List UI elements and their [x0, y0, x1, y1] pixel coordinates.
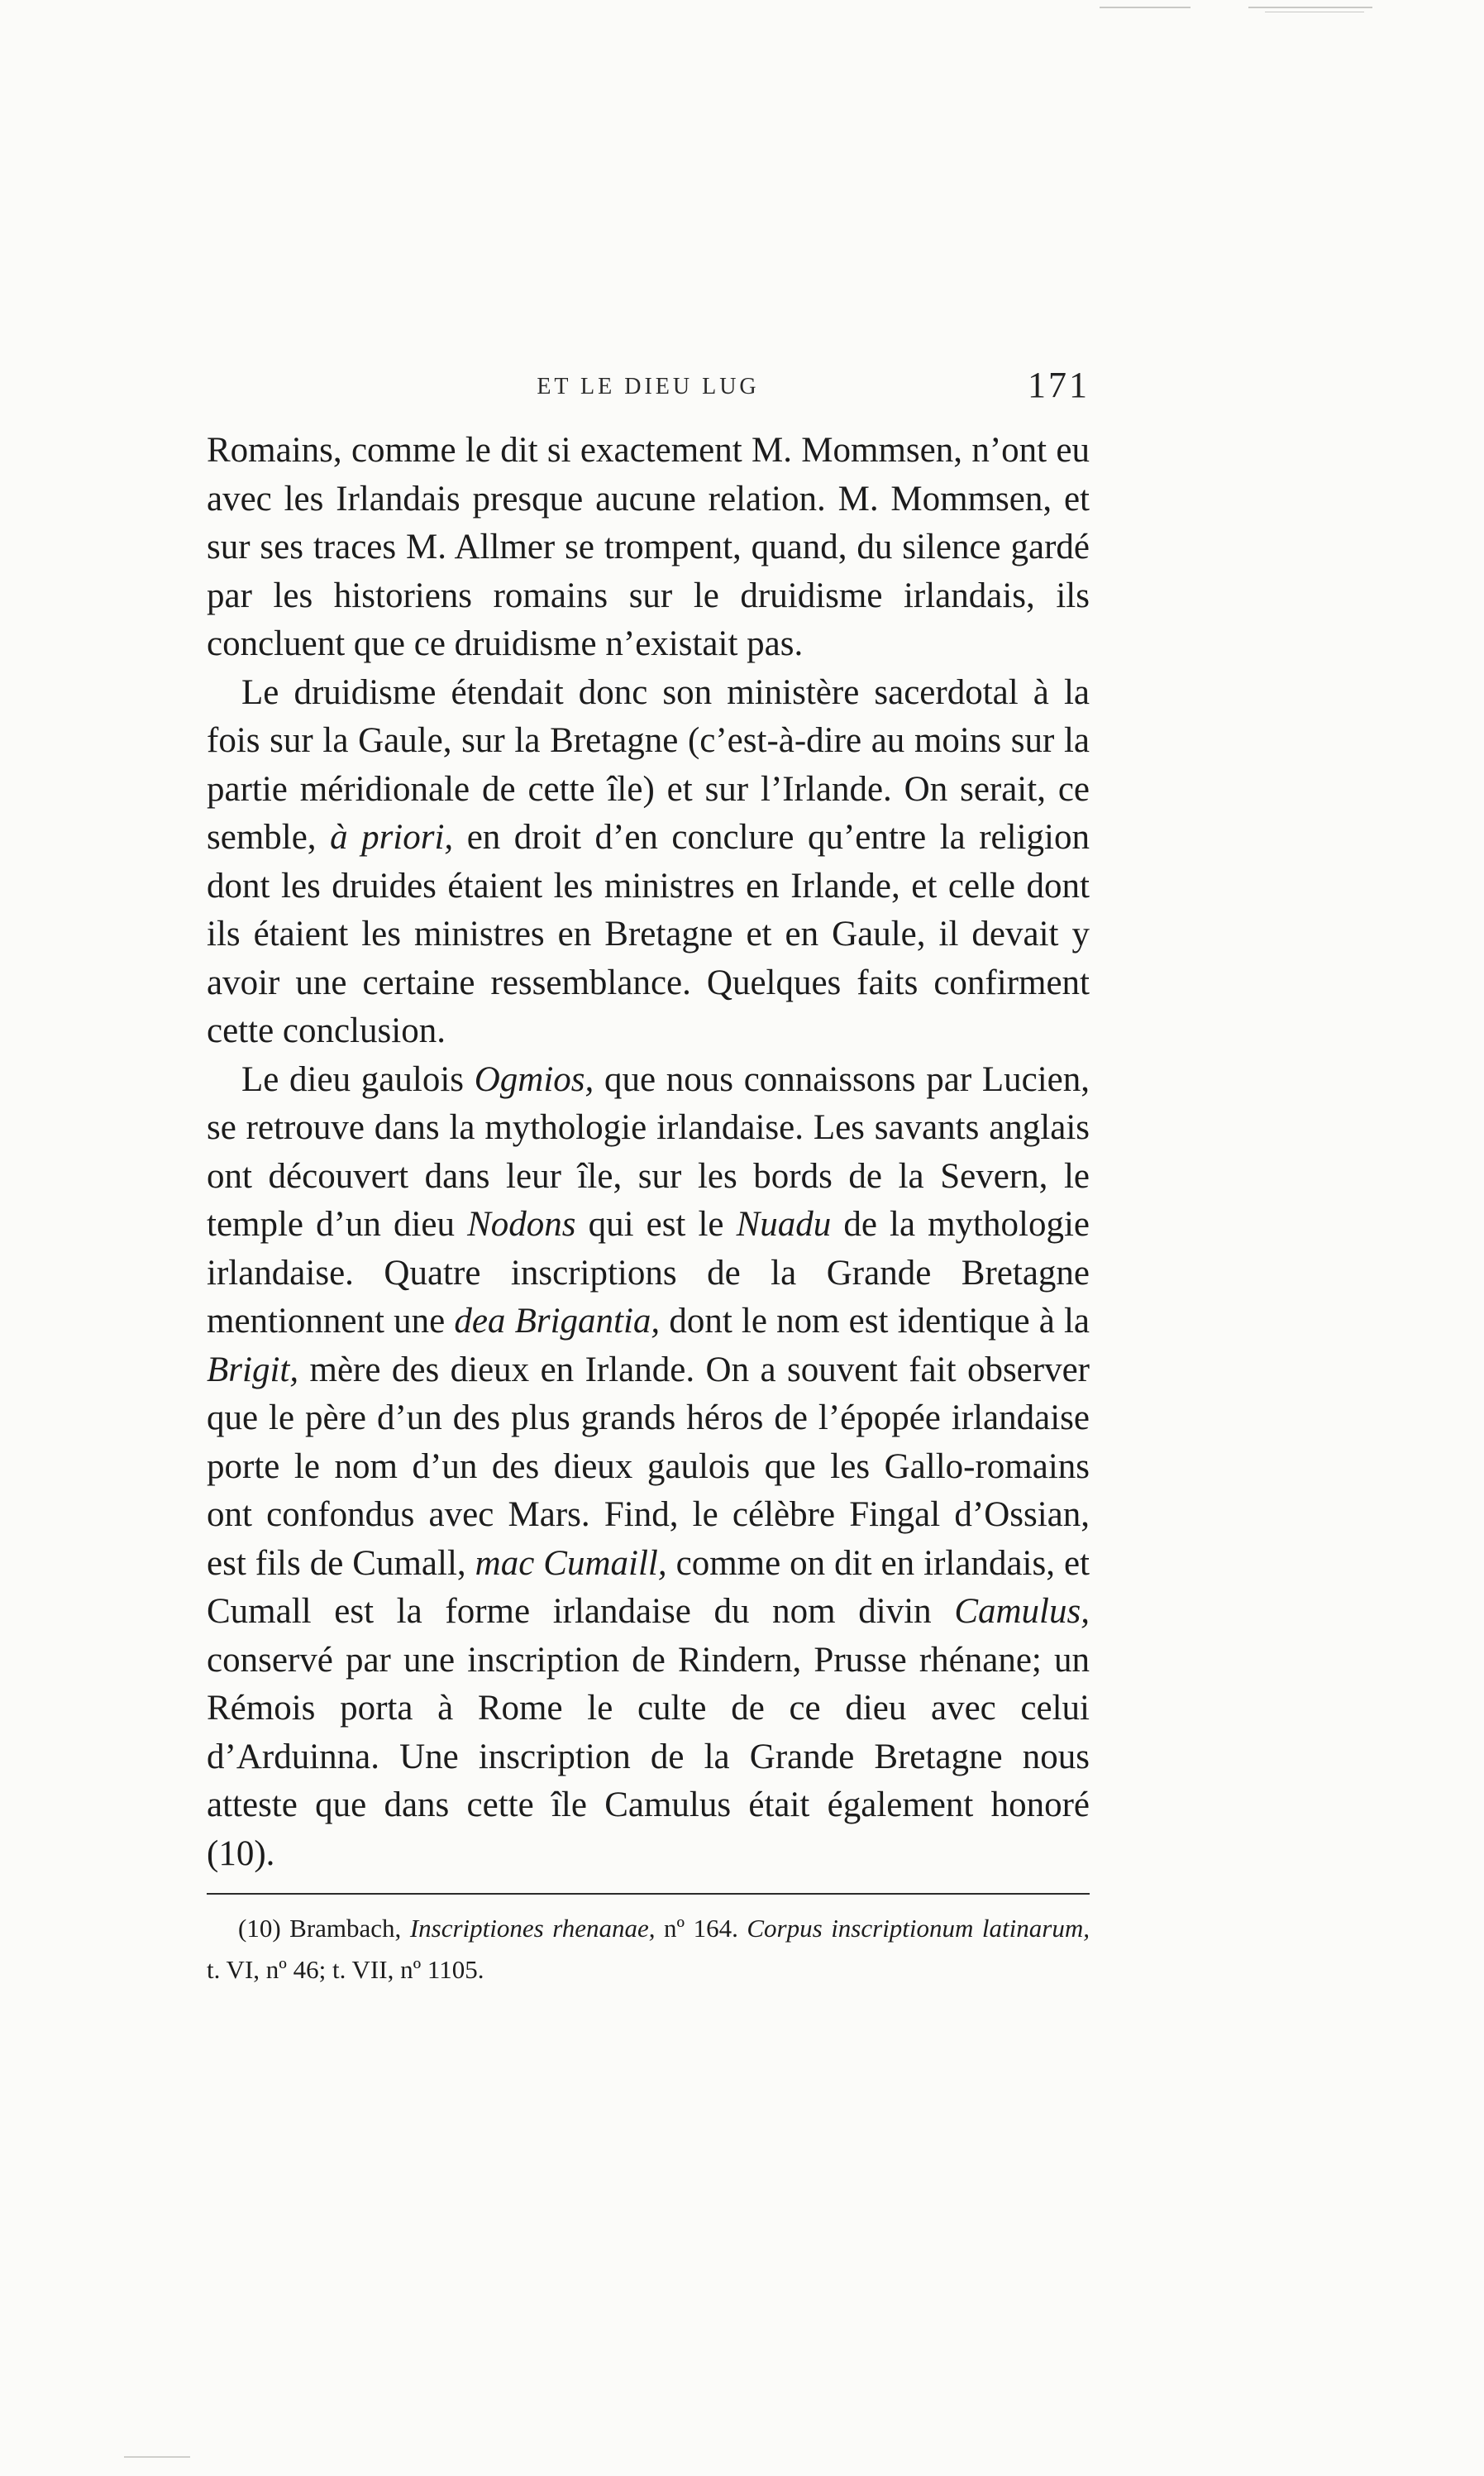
edge-scan-mark [124, 2456, 190, 2458]
running-head [207, 364, 1090, 427]
text-run: comme on dit en irlandais, et Cumall est la forme irlandaise du nom divin [207, 1543, 1090, 1631]
text-run: de la mythologie irlandaise. Quatre inscriptions de la Grande Bretagne mentionnent une [207, 1205, 1090, 1341]
page-number: 171 [1028, 365, 1090, 405]
italic-text: à priori, [330, 818, 454, 857]
footnote-rule [207, 1893, 1090, 1895]
text-run: mère des dieux en Irlande. On a souvent fait observer que le père d’un des plus grands héros de l’épopée irlandaise porte le nom d’un des dieux gaulois que les Gallo-romains ont confondus avec Mars. Find, le célèbre Fingal d’Ossian, est fils de Cumall, [207, 1350, 1090, 1583]
paragraph [207, 427, 1090, 669]
text-run: dont le nom est identique à la [660, 1302, 1090, 1341]
text-run: que nous connaissons par Lucien, se retrouve dans la mythologie irlandaise. Les savants anglais ont découvert dans leur île, sur les bords de la Severn, le temple d’un dieu [207, 1059, 1090, 1244]
text-run: qui est le [575, 1205, 737, 1244]
italic-text: Ogmios, [474, 1059, 594, 1099]
paragraph [207, 1056, 1090, 1879]
text-run: (10) Brambach, [238, 1914, 410, 1943]
text-run: en droit d’en conclure qu’entre la religion dont les druides étaient les ministres en Irlande, et celle dont ils étaient les ministres en Bretagne et en Gaule, il devait y avoir une certaine ressemblance. Quelques faits confirment cette conclusion. [207, 818, 1090, 1050]
text-run: Le dieu gaulois [241, 1059, 475, 1099]
text-run: conservé par une inscription de Rindern, Prusse rhénane; un Rémois porta à Rome le culte de ce dieu avec celui d’Arduinna. Une inscription de la Grande Bretagne nous atteste que dans cette île Camulus était également honoré (10). [207, 1640, 1090, 1873]
italic-text: mac Cumaill, [475, 1543, 667, 1583]
italic-text: Corpus inscriptionum latinarum, [747, 1914, 1090, 1943]
italic-text: Camulus, [954, 1592, 1090, 1631]
edge-scan-mark [1248, 7, 1372, 8]
italic-text: dea Brigantia, [454, 1302, 661, 1341]
italic-text: Nodons [467, 1205, 576, 1244]
edge-scan-mark [1100, 7, 1191, 8]
text-run: Romains, comme le dit si exactement M. Mommsen, n’ont eu avec les Irlandais presque aucune relation. M. Mommsen, et sur ses traces M. Allmer se trompent, quand, du silence gardé par les historiens romains sur le druidisme irlandais, ils concluent que ce druidisme n’existait pas. [207, 431, 1090, 663]
book-page [207, 364, 1090, 1991]
paragraph [207, 669, 1090, 1056]
text-run: Le druidisme étendait donc son ministère sacerdotal à la fois sur la Gaule, sur la Bretagne (c’est-à-dire au moins sur la partie méridionale de cette île) et sur l’Irlande. On serait, ce semble, [207, 672, 1090, 857]
text-run: nº 164. [655, 1914, 747, 1943]
footnote [207, 1908, 1090, 1991]
italic-text: Brigit, [207, 1350, 299, 1389]
running-title: ET LE DIEU LUG [537, 374, 760, 399]
text-run: t. VI, nº 46; t. VII, nº 1105. [207, 1955, 484, 1984]
italic-text: Inscriptiones rhenanae, [409, 1914, 656, 1943]
italic-text: Nuadu [736, 1205, 832, 1244]
